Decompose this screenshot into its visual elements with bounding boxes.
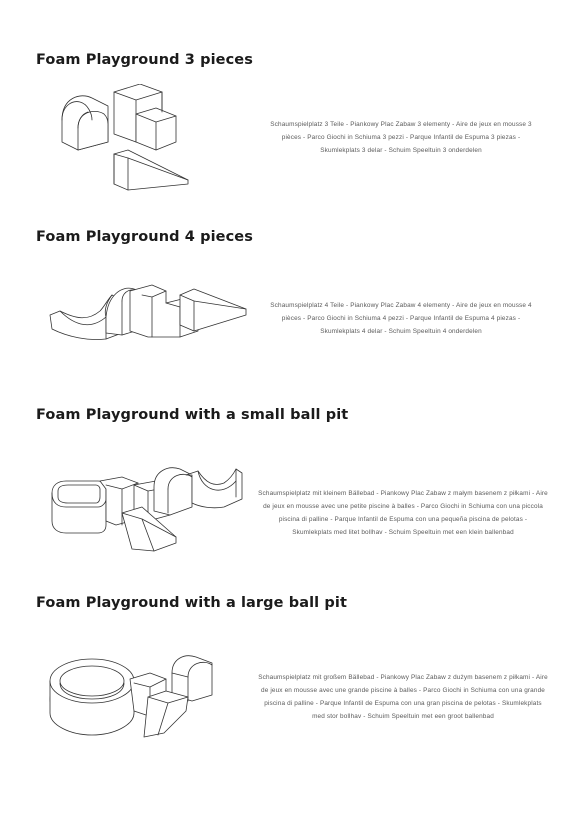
foam-playground-3-pieces-drawing-icon <box>58 84 198 194</box>
foam-playground-4-pieces-drawing-icon <box>48 281 248 351</box>
section-description: Schaumspielplatz mit großem Bällebad - Piankowy Plac Zabaw z dużym basenem z piłkami - Aire de jeux en mousse avec une grande piscine à balles - Parco Giochi in Schiuma con una grande piscina di palline - Parque Infantil de Espuma con una gran piscina de pelotas - Skumlekplats med stor bollhav - Schuim Speeltuin met een groot ballenbad <box>258 674 548 720</box>
foam-playground-large-ball-pit-drawing-icon <box>46 651 246 741</box>
section-title: Foam Playground with a small ball pit <box>36 407 349 423</box>
foam-playground-small-ball-pit-drawing-icon <box>46 463 246 553</box>
section-title: Foam Playground 4 pieces <box>36 229 253 245</box>
section-description: Schaumspielplatz mit kleinem Bällebad - Piankowy Plac Zabaw z małym basenem z piłkami - Aire de jeux en mousse avec une petite piscine à balles - Parco Giochi in Schiuma con una piccola piscina di palline - Parque Infantil de Espuma con una pequeña piscina de pelotas - Skumlekplats med litet bollhav - Schuim Speeltuin met een klein ballenbad <box>258 490 548 536</box>
section-title: Foam Playground with a large ball pit <box>36 595 347 611</box>
section-description: Schaumspielplatz 4 Teile - Piankowy Plac Zabaw 4 elementy - Aire de jeux en mousse 4 pièces - Parco Giochi in Schiuma 4 pezzi - Parque Infantil de Espuma 4 piezas - Skumlekplats 4 delar - Schuim Speeltuin 4 onderdelen <box>270 302 532 335</box>
section-title: Foam Playground 3 pieces <box>36 52 253 68</box>
section-description: Schaumspielplatz 3 Teile - Piankowy Plac Zabaw 3 elementy - Aire de jeux en mousse 3 pièces - Parco Giochi in Schiuma 3 pezzi - Parque Infantil de Espuma 3 piezas - Skumlekplats 3 delar - Schuim Speeltuin 3 onderdelen <box>270 121 532 154</box>
